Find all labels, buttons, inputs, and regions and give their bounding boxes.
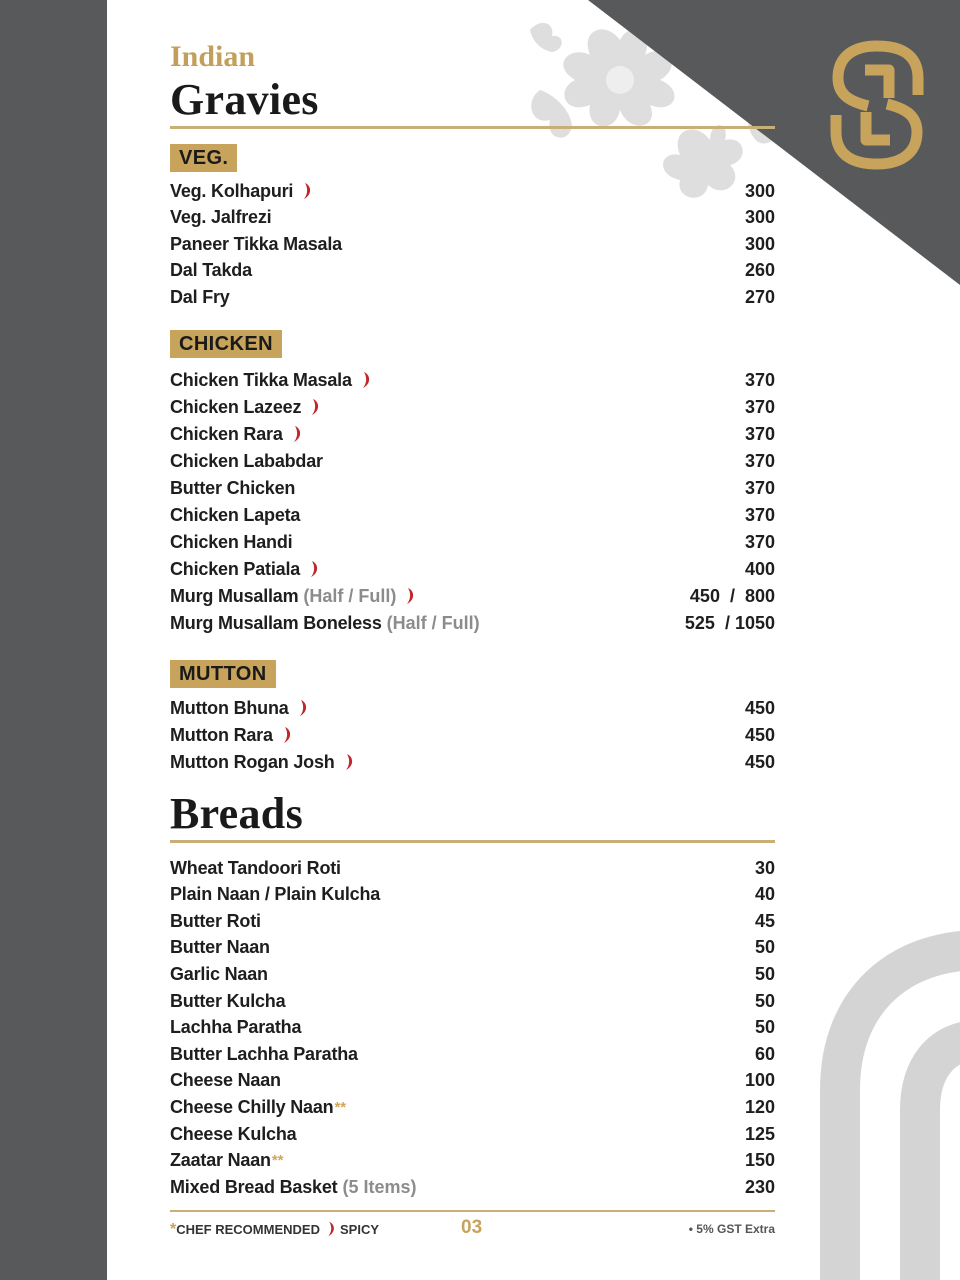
menu-item <box>170 988 775 1014</box>
menu-item <box>170 1174 775 1200</box>
item-price: 370 <box>744 396 775 417</box>
item-price: 450 <box>744 751 775 772</box>
item-price: 450 / 800 <box>689 585 775 606</box>
chili-icon <box>283 726 293 744</box>
menu-item <box>170 583 775 609</box>
item-name: Butter Naan <box>170 937 270 958</box>
menu-item <box>170 1068 775 1094</box>
item-name: Murg Musallam Boneless <box>170 612 382 633</box>
menu-item <box>170 1148 775 1174</box>
menu-item <box>170 258 775 284</box>
s-monogram-logo <box>830 40 925 170</box>
cuisine-kicker: Indian <box>170 40 256 73</box>
menu-item <box>170 695 775 721</box>
item-price: 50 <box>754 937 775 958</box>
menu-item <box>170 367 775 393</box>
menu-item <box>170 1041 775 1067</box>
chili-icon <box>327 1221 337 1237</box>
menu-item <box>170 610 775 636</box>
chili-icon <box>406 587 416 605</box>
s-monogram-watermark-icon <box>820 930 960 1280</box>
item-price: 60 <box>754 1043 775 1064</box>
item-price: 40 <box>754 884 775 905</box>
item-name: Butter Roti <box>170 910 261 931</box>
item-name: Veg. Jalfrezi <box>170 207 272 227</box>
item-name: Butter Kulcha <box>170 990 286 1011</box>
item-name: Dal Fry <box>170 286 230 307</box>
menu-item <box>170 1094 775 1120</box>
menu-item <box>170 749 775 775</box>
item-name: Zaatar Naan <box>170 1150 271 1171</box>
item-name: Chicken Tikka Masala <box>170 369 352 390</box>
item-price: 45 <box>754 910 775 931</box>
menu-item <box>170 1015 775 1041</box>
menu-item <box>170 475 775 501</box>
item-name: Chicken Patiala <box>170 558 301 579</box>
menu-item <box>170 502 775 528</box>
item-name: Wheat Tandoori Roti <box>170 857 341 878</box>
item-price: 450 <box>744 697 775 718</box>
spicy-legend <box>327 1221 379 1237</box>
chef-star-mark: * <box>170 1221 177 1238</box>
chili-icon <box>299 699 309 717</box>
item-price: 50 <box>754 990 775 1011</box>
item-name: Cheese Chilly Naan <box>170 1096 334 1117</box>
item-price: 125 <box>744 1123 775 1144</box>
item-price: 370 <box>744 477 775 498</box>
item-price: 150 <box>744 1150 775 1171</box>
item-price: 370 <box>744 504 775 525</box>
left-gray-band <box>0 0 107 1280</box>
chicken-section-badge: CHICKEN <box>170 330 282 358</box>
chili-icon <box>293 425 303 443</box>
footer <box>170 1219 775 1239</box>
item-name: Butter Chicken <box>170 477 296 498</box>
breads-rule <box>170 840 775 843</box>
menu-item <box>170 935 775 961</box>
menu-item <box>170 178 775 204</box>
item-name: Mixed Bread Basket <box>170 1176 338 1197</box>
item-name: Murg Musallam <box>170 585 299 606</box>
item-price: 370 <box>744 369 775 390</box>
chef-recommended-mark: ** <box>334 1098 347 1116</box>
item-name: Chicken Lapeta <box>170 504 301 525</box>
menu-item <box>170 421 775 447</box>
item-price: 100 <box>744 1070 775 1091</box>
menu-item <box>170 448 775 474</box>
chef-recommended-mark: ** <box>271 1152 284 1170</box>
item-price: 370 <box>744 531 775 552</box>
gravies-title: Gravies <box>170 75 319 124</box>
item-name: Veg. Kolhapuri <box>170 180 294 201</box>
item-price: 400 <box>744 558 775 579</box>
menu-item <box>170 961 775 987</box>
item-name: Garlic Naan <box>170 963 268 984</box>
item-price: 450 <box>744 724 775 745</box>
menu-item <box>170 908 775 934</box>
menu-item <box>170 231 775 257</box>
chili-icon <box>310 560 320 578</box>
item-note: (5 Items) <box>342 1176 417 1197</box>
item-price: 260 <box>744 260 775 280</box>
menu-item <box>170 394 775 420</box>
item-name: Chicken Rara <box>170 423 283 444</box>
chili-icon <box>303 182 313 200</box>
item-price: 300 <box>744 233 775 254</box>
item-price: 525 / 1050 <box>684 612 775 633</box>
chef-recommended-label: CHEF RECOMMENDED <box>176 1222 320 1237</box>
item-name: Chicken Lababdar <box>170 450 323 471</box>
chili-icon <box>311 398 321 416</box>
item-price: 300 <box>744 207 775 227</box>
menu-item <box>170 284 775 310</box>
chef-recommended-legend <box>170 1221 320 1239</box>
item-price: 370 <box>744 450 775 471</box>
item-name: Chicken Handi <box>170 531 293 552</box>
item-name: Paneer Tikka Masala <box>170 233 342 254</box>
item-price: 270 <box>744 286 775 307</box>
chili-icon <box>345 753 355 771</box>
item-name: Mutton Rogan Josh <box>170 751 335 772</box>
menu-page <box>170 0 775 1280</box>
menu-item <box>170 529 775 555</box>
item-price: 300 <box>744 180 775 201</box>
gst-note: • 5% GST Extra <box>688 1222 775 1236</box>
item-price: 50 <box>754 1017 775 1038</box>
item-price: 120 <box>744 1096 775 1117</box>
breads-title: Breads <box>170 789 304 838</box>
mutton-section-badge: MUTTON <box>170 660 276 688</box>
item-price: 370 <box>744 423 775 444</box>
item-price: 50 <box>754 963 775 984</box>
item-name: Lachha Paratha <box>170 1017 302 1038</box>
menu-item <box>170 205 775 231</box>
menu-item <box>170 1121 775 1147</box>
item-name: Butter Lachha Paratha <box>170 1043 358 1064</box>
gravies-rule <box>170 126 775 129</box>
menu-item <box>170 882 775 908</box>
item-price: 230 <box>744 1176 775 1197</box>
menu-item <box>170 722 775 748</box>
item-name: Mutton Rara <box>170 724 273 745</box>
veg-section-badge: VEG. <box>170 144 237 172</box>
menu-item <box>170 556 775 582</box>
page-number: 03 <box>461 1217 483 1238</box>
footer-rule <box>170 1210 775 1212</box>
item-name: Mutton Bhuna <box>170 697 289 718</box>
item-name: Chicken Lazeez <box>170 396 302 417</box>
chili-icon <box>362 371 372 389</box>
item-note: (Half / Full) <box>303 585 397 606</box>
item-name: Dal Takda <box>170 260 252 280</box>
item-name: Cheese Naan <box>170 1070 281 1091</box>
item-price: 30 <box>754 857 775 878</box>
item-name: Cheese Kulcha <box>170 1123 297 1144</box>
item-note: (Half / Full) <box>386 612 480 633</box>
item-name: Plain Naan / Plain Kulcha <box>170 884 381 905</box>
menu-item <box>170 855 775 881</box>
spicy-label: SPICY <box>340 1222 380 1237</box>
